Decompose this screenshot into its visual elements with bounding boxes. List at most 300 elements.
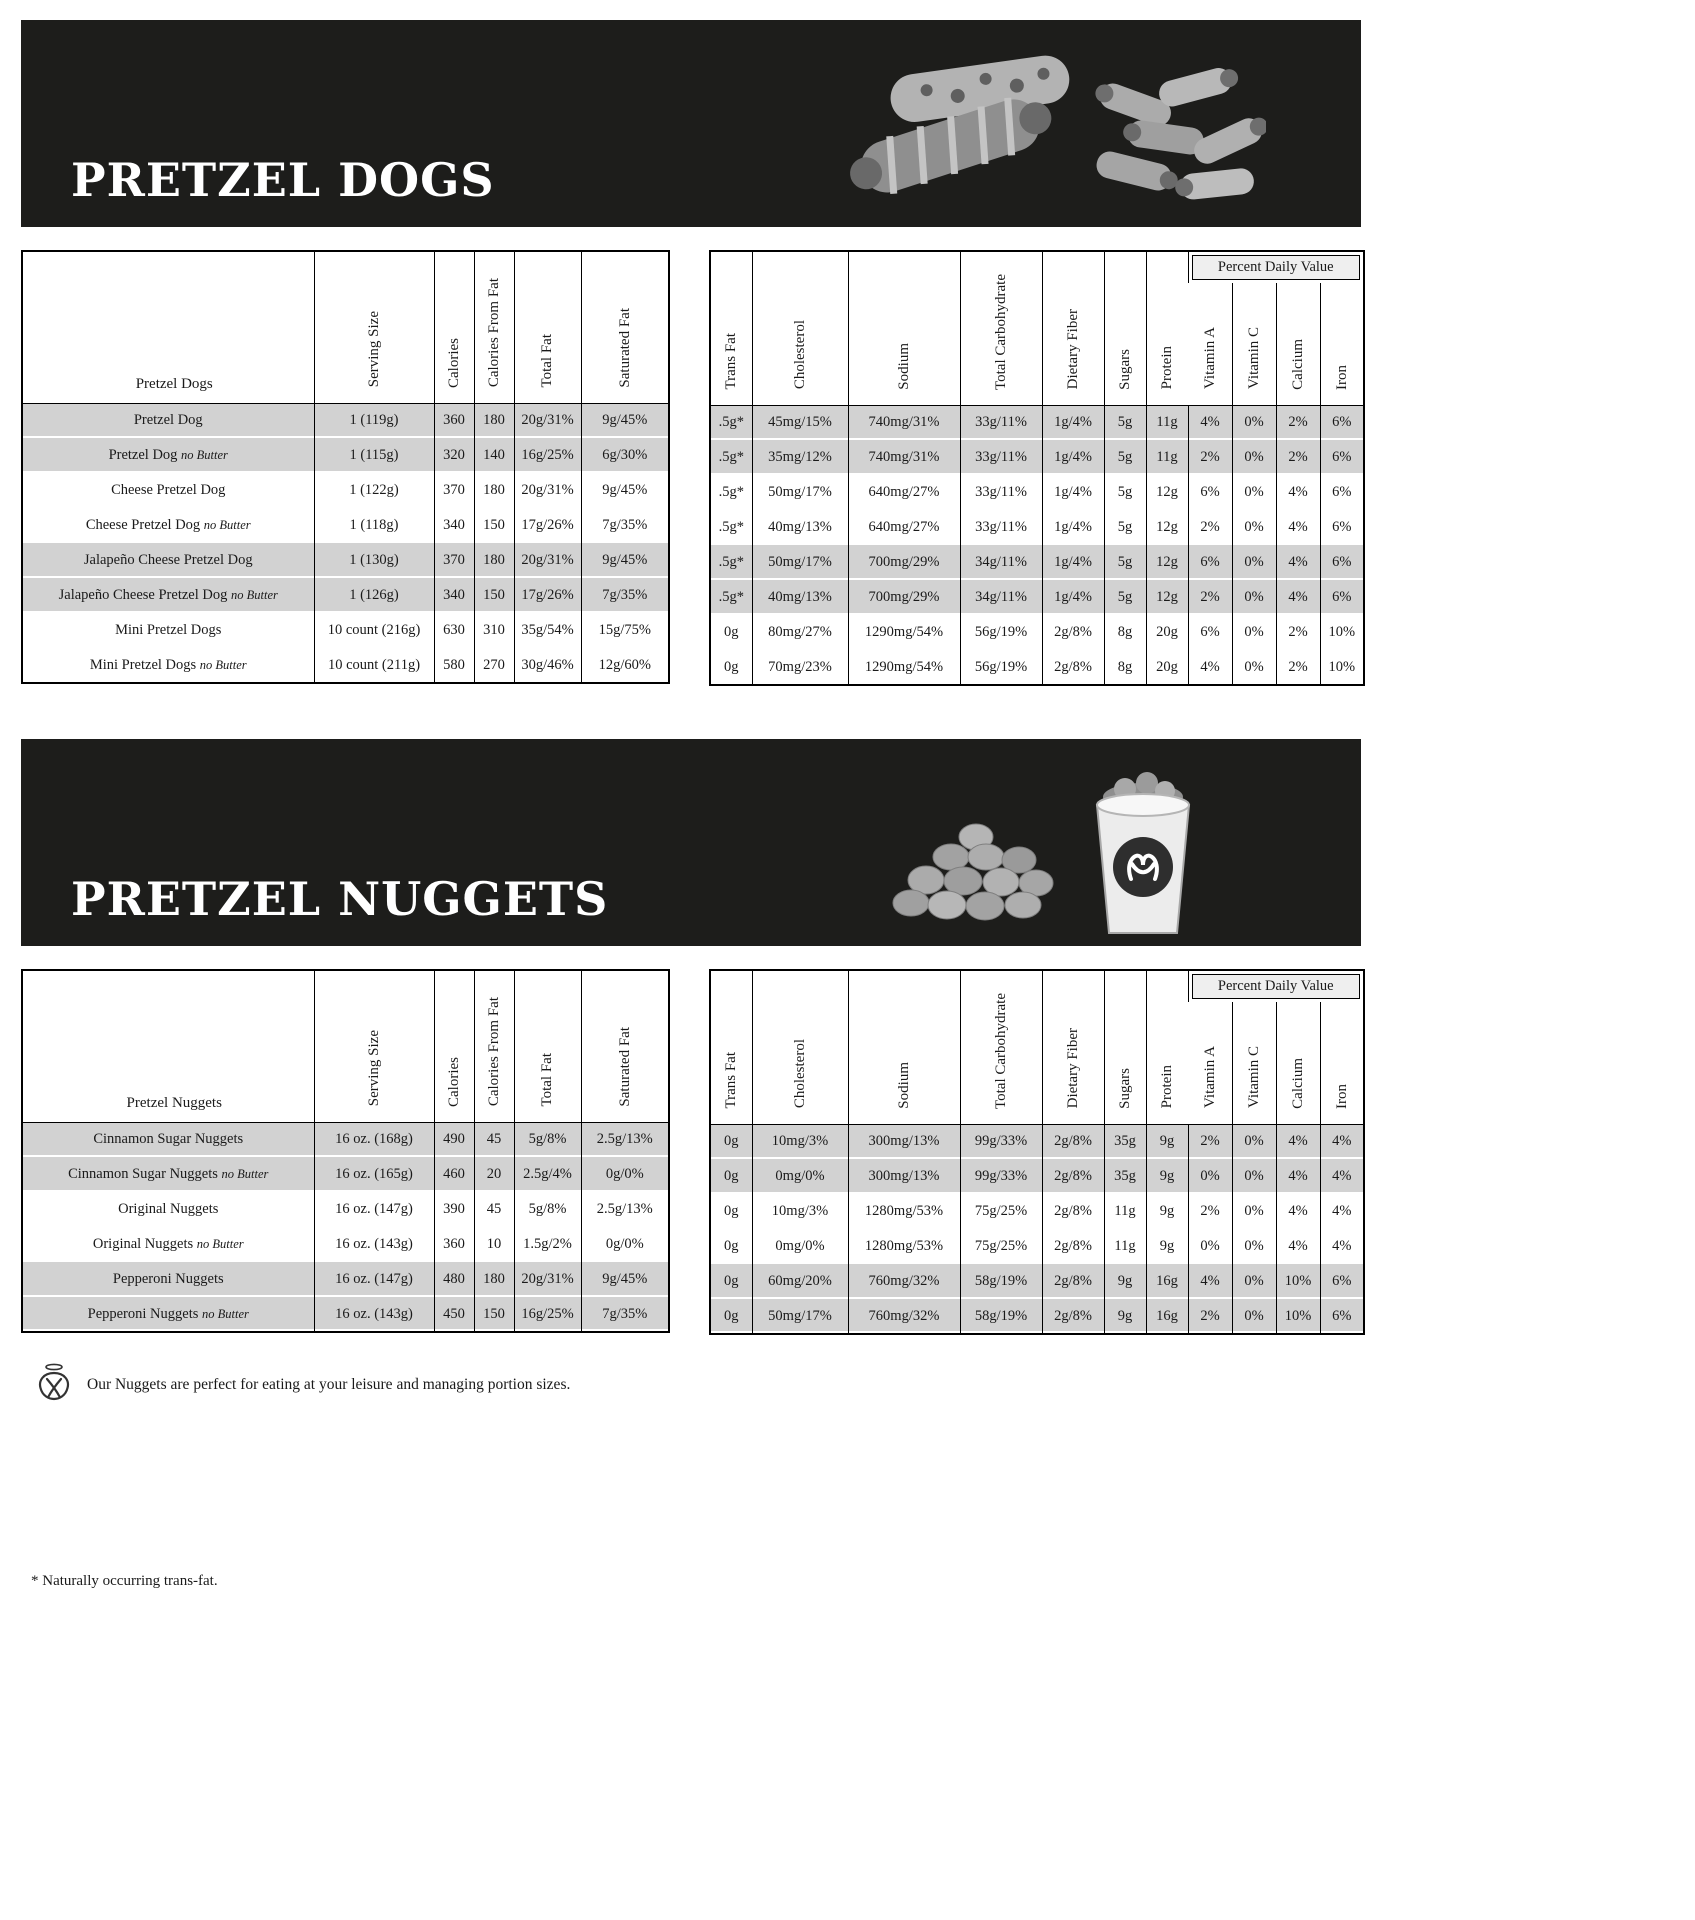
value-cell: 300mg/13%: [848, 1159, 960, 1194]
value-cell: 6%: [1320, 475, 1364, 510]
value-cell: 17g/26%: [514, 578, 581, 613]
value-cell: 0mg/0%: [752, 1159, 848, 1194]
value-cell: 0g: [710, 1124, 752, 1159]
value-cell: 180: [474, 1262, 514, 1297]
value-cell: 50mg/17%: [752, 475, 848, 510]
value-cell: 760mg/32%: [848, 1264, 960, 1299]
value-cell: 9g: [1146, 1159, 1188, 1194]
pretzel-nuggets-photo: [881, 745, 1211, 946]
table-row: [710, 615, 1364, 650]
value-cell: 1 (122g): [314, 473, 434, 508]
value-cell: 150: [474, 1297, 514, 1332]
value-cell: 5g: [1104, 475, 1146, 510]
value-cell: 4%: [1320, 1124, 1364, 1159]
value-cell: 4%: [1320, 1194, 1364, 1229]
value-cell: 2g/8%: [1042, 650, 1104, 685]
value-cell: 1280mg/53%: [848, 1229, 960, 1264]
value-cell: 12g: [1146, 580, 1188, 615]
value-cell: 2%: [1276, 650, 1320, 685]
value-cell: 4%: [1188, 405, 1232, 440]
value-cell: 0%: [1232, 615, 1276, 650]
value-cell: 6%: [1188, 615, 1232, 650]
table-row: [710, 650, 1364, 685]
value-cell: 1280mg/53%: [848, 1194, 960, 1229]
value-cell: 16 oz. (165g): [314, 1157, 434, 1192]
column-header: Calories From Fat: [474, 251, 514, 403]
value-cell: 17g/26%: [514, 508, 581, 543]
value-cell: 12g: [1146, 545, 1188, 580]
value-cell: 0g/0%: [581, 1227, 669, 1262]
table-row: [710, 545, 1364, 580]
value-cell: 33g/11%: [960, 475, 1042, 510]
transfat-footnote: * Naturally occurring trans-fat.: [31, 1573, 218, 1589]
table-row: [22, 1297, 669, 1332]
column-header: Sugars: [1104, 970, 1146, 1124]
percent-daily-value-header: Percent Daily Value: [1188, 251, 1364, 283]
value-cell: 0g: [710, 1194, 752, 1229]
value-cell: 30g/46%: [514, 648, 581, 683]
value-cell: 4%: [1276, 475, 1320, 510]
column-header: Vitamin C: [1232, 1002, 1276, 1124]
value-cell: 20g: [1146, 615, 1188, 650]
value-cell: 16 oz. (147g): [314, 1192, 434, 1227]
table-row: [710, 1264, 1364, 1299]
table-row: [22, 1262, 669, 1297]
value-cell: 4%: [1276, 545, 1320, 580]
item-name: Pepperoni Nuggets no Butter: [22, 1297, 314, 1332]
value-cell: 11g: [1104, 1229, 1146, 1264]
value-cell: 9g/45%: [581, 473, 669, 508]
value-cell: 1g/4%: [1042, 510, 1104, 545]
value-cell: 2g/8%: [1042, 1229, 1104, 1264]
value-cell: 0g: [710, 650, 752, 685]
value-cell: 6%: [1320, 440, 1364, 475]
value-cell: 35mg/12%: [752, 440, 848, 475]
value-cell: 0g: [710, 1299, 752, 1334]
value-cell: 450: [434, 1297, 474, 1332]
value-cell: 2.5g/13%: [581, 1192, 669, 1227]
value-cell: 45mg/15%: [752, 405, 848, 440]
table-row: [22, 648, 669, 683]
value-cell: 7g/35%: [581, 578, 669, 613]
value-cell: 15g/75%: [581, 613, 669, 648]
value-cell: 35g/54%: [514, 613, 581, 648]
column-header: Saturated Fat: [581, 251, 669, 403]
value-cell: 1g/4%: [1042, 405, 1104, 440]
column-header: Protein: [1146, 251, 1188, 405]
value-cell: 490: [434, 1122, 474, 1157]
value-cell: 45: [474, 1192, 514, 1227]
value-cell: 9g/45%: [581, 403, 669, 438]
column-header: Serving Size: [314, 970, 434, 1122]
value-cell: 10mg/3%: [752, 1124, 848, 1159]
table-row: [710, 1299, 1364, 1334]
value-cell: 310: [474, 613, 514, 648]
table-row: [22, 1227, 669, 1262]
value-cell: 12g: [1146, 510, 1188, 545]
column-header: Sugars: [1104, 251, 1146, 405]
value-cell: 630: [434, 613, 474, 648]
section-title: PRETZEL DOGS: [71, 153, 495, 207]
value-cell: 16 oz. (147g): [314, 1262, 434, 1297]
item-name: Pepperoni Nuggets: [22, 1262, 314, 1297]
value-cell: 4%: [1188, 1264, 1232, 1299]
dogs-tables: [21, 250, 1361, 686]
value-cell: .5g*: [710, 510, 752, 545]
table-row: [710, 580, 1364, 615]
value-cell: 35g: [1104, 1124, 1146, 1159]
column-header: Calories: [434, 251, 474, 403]
value-cell: 6%: [1320, 580, 1364, 615]
value-cell: 2.5g/4%: [514, 1157, 581, 1192]
nuggets-tables: [21, 969, 1361, 1335]
value-cell: 7g/35%: [581, 1297, 669, 1332]
value-cell: 1g/4%: [1042, 440, 1104, 475]
section-pretzel-dogs: [21, 20, 1361, 686]
value-cell: 34g/11%: [960, 545, 1042, 580]
value-cell: 6%: [1320, 1299, 1364, 1334]
value-cell: 390: [434, 1192, 474, 1227]
value-cell: 0%: [1232, 405, 1276, 440]
column-header: Saturated Fat: [581, 970, 669, 1122]
value-cell: 640mg/27%: [848, 510, 960, 545]
column-header: Iron: [1320, 283, 1364, 405]
section-title: PRETZEL NUGGETS: [71, 872, 609, 926]
value-cell: 6%: [1320, 510, 1364, 545]
value-cell: 1.5g/2%: [514, 1227, 581, 1262]
column-header: Calories: [434, 970, 474, 1122]
row-label-header: Pretzel Dogs: [22, 251, 314, 403]
nuggets-macros-table: [21, 969, 670, 1333]
value-cell: 10%: [1276, 1299, 1320, 1334]
value-cell: 99g/33%: [960, 1159, 1042, 1194]
table-row: [710, 1159, 1364, 1194]
value-cell: 150: [474, 508, 514, 543]
value-cell: .5g*: [710, 405, 752, 440]
value-cell: 4%: [1276, 1229, 1320, 1264]
column-header: Calcium: [1276, 1002, 1320, 1124]
value-cell: 0g: [710, 1229, 752, 1264]
value-cell: 0%: [1232, 475, 1276, 510]
item-name: Cheese Pretzel Dog no Butter: [22, 508, 314, 543]
value-cell: 0%: [1232, 1264, 1276, 1299]
value-cell: 6%: [1320, 1264, 1364, 1299]
value-cell: 4%: [1320, 1159, 1364, 1194]
value-cell: 6%: [1320, 405, 1364, 440]
value-cell: 2%: [1188, 1124, 1232, 1159]
value-cell: 12g/60%: [581, 648, 669, 683]
value-cell: 0%: [1232, 1124, 1276, 1159]
value-cell: 2g/8%: [1042, 1194, 1104, 1229]
column-header: Total Fat: [514, 251, 581, 403]
value-cell: 16 oz. (143g): [314, 1227, 434, 1262]
value-cell: 16g: [1146, 1264, 1188, 1299]
value-cell: 9g: [1146, 1229, 1188, 1264]
table-row: [22, 1192, 669, 1227]
value-cell: 2%: [1276, 405, 1320, 440]
column-header: Calories From Fat: [474, 970, 514, 1122]
table-row: [22, 438, 669, 473]
value-cell: 50mg/17%: [752, 545, 848, 580]
value-cell: 5g: [1104, 440, 1146, 475]
value-cell: 4%: [1276, 1159, 1320, 1194]
percent-daily-value-header: Percent Daily Value: [1188, 970, 1364, 1002]
item-name: Pretzel Dog no Butter: [22, 438, 314, 473]
nuggets-note: [35, 1361, 1361, 1408]
value-cell: 34g/11%: [960, 580, 1042, 615]
value-cell: 1g/4%: [1042, 475, 1104, 510]
table-row: [22, 613, 669, 648]
pretzel-dogs-photo: [836, 26, 1266, 226]
value-cell: 2%: [1188, 440, 1232, 475]
value-cell: .5g*: [710, 440, 752, 475]
value-cell: 50mg/17%: [752, 1299, 848, 1334]
value-cell: 4%: [1276, 580, 1320, 615]
value-cell: 5g: [1104, 405, 1146, 440]
value-cell: 0g: [710, 1264, 752, 1299]
value-cell: 99g/33%: [960, 1124, 1042, 1159]
dogs-macros-table: [21, 250, 670, 684]
value-cell: 20g/31%: [514, 543, 581, 578]
table-row: [710, 1194, 1364, 1229]
value-cell: 0%: [1232, 580, 1276, 615]
pretzel-nuggets-banner: [21, 739, 1361, 946]
value-cell: 300mg/13%: [848, 1124, 960, 1159]
value-cell: 75g/25%: [960, 1194, 1042, 1229]
value-cell: 1 (115g): [314, 438, 434, 473]
nuggets-note-text: Our Nuggets are perfect for eating at your leisure and managing portion sizes.: [87, 1375, 571, 1393]
table-row: [22, 473, 669, 508]
table-row: [22, 403, 669, 438]
value-cell: 35g: [1104, 1159, 1146, 1194]
item-name: Cheese Pretzel Dog: [22, 473, 314, 508]
value-cell: 0%: [1188, 1229, 1232, 1264]
column-header: Cholesterol: [752, 970, 848, 1124]
column-header: Dietary Fiber: [1042, 970, 1104, 1124]
value-cell: 10mg/3%: [752, 1194, 848, 1229]
value-cell: 0g/0%: [581, 1157, 669, 1192]
table-row: [710, 405, 1364, 440]
value-cell: 180: [474, 473, 514, 508]
item-name: Cinnamon Sugar Nuggets: [22, 1122, 314, 1157]
table-row: [710, 440, 1364, 475]
value-cell: 16g/25%: [514, 1297, 581, 1332]
value-cell: 11g: [1146, 440, 1188, 475]
column-header: Total Carbohydrate: [960, 970, 1042, 1124]
value-cell: 2g/8%: [1042, 1264, 1104, 1299]
value-cell: 320: [434, 438, 474, 473]
column-header: Total Fat: [514, 970, 581, 1122]
value-cell: 80mg/27%: [752, 615, 848, 650]
value-cell: 4%: [1188, 650, 1232, 685]
item-name: Mini Pretzel Dogs no Butter: [22, 648, 314, 683]
value-cell: 700mg/29%: [848, 580, 960, 615]
value-cell: 2%: [1188, 1194, 1232, 1229]
table-row: [710, 1124, 1364, 1159]
value-cell: 40mg/13%: [752, 580, 848, 615]
value-cell: 1290mg/54%: [848, 650, 960, 685]
value-cell: 11g: [1104, 1194, 1146, 1229]
value-cell: 60mg/20%: [752, 1264, 848, 1299]
value-cell: 460: [434, 1157, 474, 1192]
column-header: Protein: [1146, 970, 1188, 1124]
value-cell: 5g: [1104, 510, 1146, 545]
value-cell: 5g: [1104, 545, 1146, 580]
value-cell: 0g: [710, 615, 752, 650]
value-cell: 1 (130g): [314, 543, 434, 578]
value-cell: 2.5g/13%: [581, 1122, 669, 1157]
value-cell: 8g: [1104, 650, 1146, 685]
value-cell: 20g/31%: [514, 1262, 581, 1297]
value-cell: 56g/19%: [960, 615, 1042, 650]
value-cell: 2%: [1188, 510, 1232, 545]
value-cell: 2g/8%: [1042, 1299, 1104, 1334]
value-cell: .5g*: [710, 475, 752, 510]
value-cell: 1290mg/54%: [848, 615, 960, 650]
table-row: [22, 543, 669, 578]
value-cell: 360: [434, 1227, 474, 1262]
column-header: Trans Fat: [710, 251, 752, 405]
value-cell: 270: [474, 648, 514, 683]
value-cell: 9g/45%: [581, 543, 669, 578]
value-cell: 5g: [1104, 580, 1146, 615]
value-cell: 4%: [1276, 1194, 1320, 1229]
value-cell: 56g/19%: [960, 650, 1042, 685]
value-cell: 2%: [1188, 1299, 1232, 1334]
value-cell: 12g: [1146, 475, 1188, 510]
row-label-header: Pretzel Nuggets: [22, 970, 314, 1122]
value-cell: 16g: [1146, 1299, 1188, 1334]
table-row: [22, 578, 669, 613]
value-cell: 20: [474, 1157, 514, 1192]
value-cell: 0%: [1188, 1159, 1232, 1194]
value-cell: 16 oz. (168g): [314, 1122, 434, 1157]
value-cell: 2%: [1276, 440, 1320, 475]
value-cell: 16g/25%: [514, 438, 581, 473]
table-row: [22, 508, 669, 543]
value-cell: 2g/8%: [1042, 615, 1104, 650]
value-cell: 9g/45%: [581, 1262, 669, 1297]
value-cell: 6%: [1188, 475, 1232, 510]
value-cell: 4%: [1276, 510, 1320, 545]
value-cell: 180: [474, 403, 514, 438]
column-header: Total Carbohydrate: [960, 251, 1042, 405]
value-cell: 20g/31%: [514, 403, 581, 438]
value-cell: 4%: [1320, 1229, 1364, 1264]
value-cell: 40mg/13%: [752, 510, 848, 545]
value-cell: 640mg/27%: [848, 475, 960, 510]
value-cell: 33g/11%: [960, 510, 1042, 545]
value-cell: 5g/8%: [514, 1192, 581, 1227]
table-row: [710, 1229, 1364, 1264]
value-cell: 480: [434, 1262, 474, 1297]
value-cell: 2%: [1188, 580, 1232, 615]
value-cell: 10%: [1276, 1264, 1320, 1299]
column-header: Vitamin A: [1188, 283, 1232, 405]
page-content: [21, 20, 1361, 1590]
value-cell: 10 count (211g): [314, 648, 434, 683]
value-cell: 58g/19%: [960, 1264, 1042, 1299]
value-cell: 4%: [1276, 1124, 1320, 1159]
value-cell: 1g/4%: [1042, 545, 1104, 580]
column-header: Cholesterol: [752, 251, 848, 405]
value-cell: .5g*: [710, 545, 752, 580]
value-cell: 8g: [1104, 615, 1146, 650]
value-cell: 10: [474, 1227, 514, 1262]
value-cell: 45: [474, 1122, 514, 1157]
value-cell: 9g: [1104, 1299, 1146, 1334]
value-cell: 580: [434, 648, 474, 683]
value-cell: 740mg/31%: [848, 440, 960, 475]
value-cell: 70mg/23%: [752, 650, 848, 685]
value-cell: 0mg/0%: [752, 1229, 848, 1264]
value-cell: 10 count (216g): [314, 613, 434, 648]
value-cell: 340: [434, 508, 474, 543]
value-cell: 0%: [1232, 1299, 1276, 1334]
item-name: Original Nuggets no Butter: [22, 1227, 314, 1262]
value-cell: 2%: [1276, 615, 1320, 650]
item-name: Jalapeño Cheese Pretzel Dog no Butter: [22, 578, 314, 613]
value-cell: 33g/11%: [960, 440, 1042, 475]
value-cell: 10%: [1320, 615, 1364, 650]
value-cell: 2g/8%: [1042, 1159, 1104, 1194]
column-header: Vitamin C: [1232, 283, 1276, 405]
value-cell: 1 (126g): [314, 578, 434, 613]
value-cell: 0%: [1232, 1159, 1276, 1194]
value-cell: 140: [474, 438, 514, 473]
value-cell: 0g: [710, 1159, 752, 1194]
value-cell: 7g/35%: [581, 508, 669, 543]
value-cell: 16 oz. (143g): [314, 1297, 434, 1332]
item-name: Cinnamon Sugar Nuggets no Butter: [22, 1157, 314, 1192]
value-cell: 150: [474, 578, 514, 613]
value-cell: 760mg/32%: [848, 1299, 960, 1334]
column-header: Sodium: [848, 251, 960, 405]
value-cell: 0%: [1232, 545, 1276, 580]
value-cell: 20g/31%: [514, 473, 581, 508]
value-cell: 0%: [1232, 510, 1276, 545]
value-cell: 10%: [1320, 650, 1364, 685]
value-cell: 75g/25%: [960, 1229, 1042, 1264]
value-cell: 11g: [1146, 405, 1188, 440]
value-cell: 370: [434, 473, 474, 508]
value-cell: 0%: [1232, 1229, 1276, 1264]
table-row: [22, 1122, 669, 1157]
value-cell: .5g*: [710, 580, 752, 615]
column-header: Sodium: [848, 970, 960, 1124]
column-header: Vitamin A: [1188, 1002, 1232, 1124]
section-pretzel-nuggets: [21, 739, 1361, 1408]
value-cell: 700mg/29%: [848, 545, 960, 580]
value-cell: 340: [434, 578, 474, 613]
value-cell: 0%: [1232, 650, 1276, 685]
value-cell: 5g/8%: [514, 1122, 581, 1157]
value-cell: 33g/11%: [960, 405, 1042, 440]
column-header: Serving Size: [314, 251, 434, 403]
value-cell: 9g: [1146, 1124, 1188, 1159]
value-cell: 58g/19%: [960, 1299, 1042, 1334]
value-cell: 1 (119g): [314, 403, 434, 438]
column-header: Calcium: [1276, 283, 1320, 405]
value-cell: 9g: [1146, 1194, 1188, 1229]
value-cell: 370: [434, 543, 474, 578]
pretzel-with-halo-icon: [35, 1361, 73, 1408]
table-row: [710, 475, 1364, 510]
value-cell: 360: [434, 403, 474, 438]
value-cell: 9g: [1104, 1264, 1146, 1299]
value-cell: 180: [474, 543, 514, 578]
table-row: [22, 1157, 669, 1192]
